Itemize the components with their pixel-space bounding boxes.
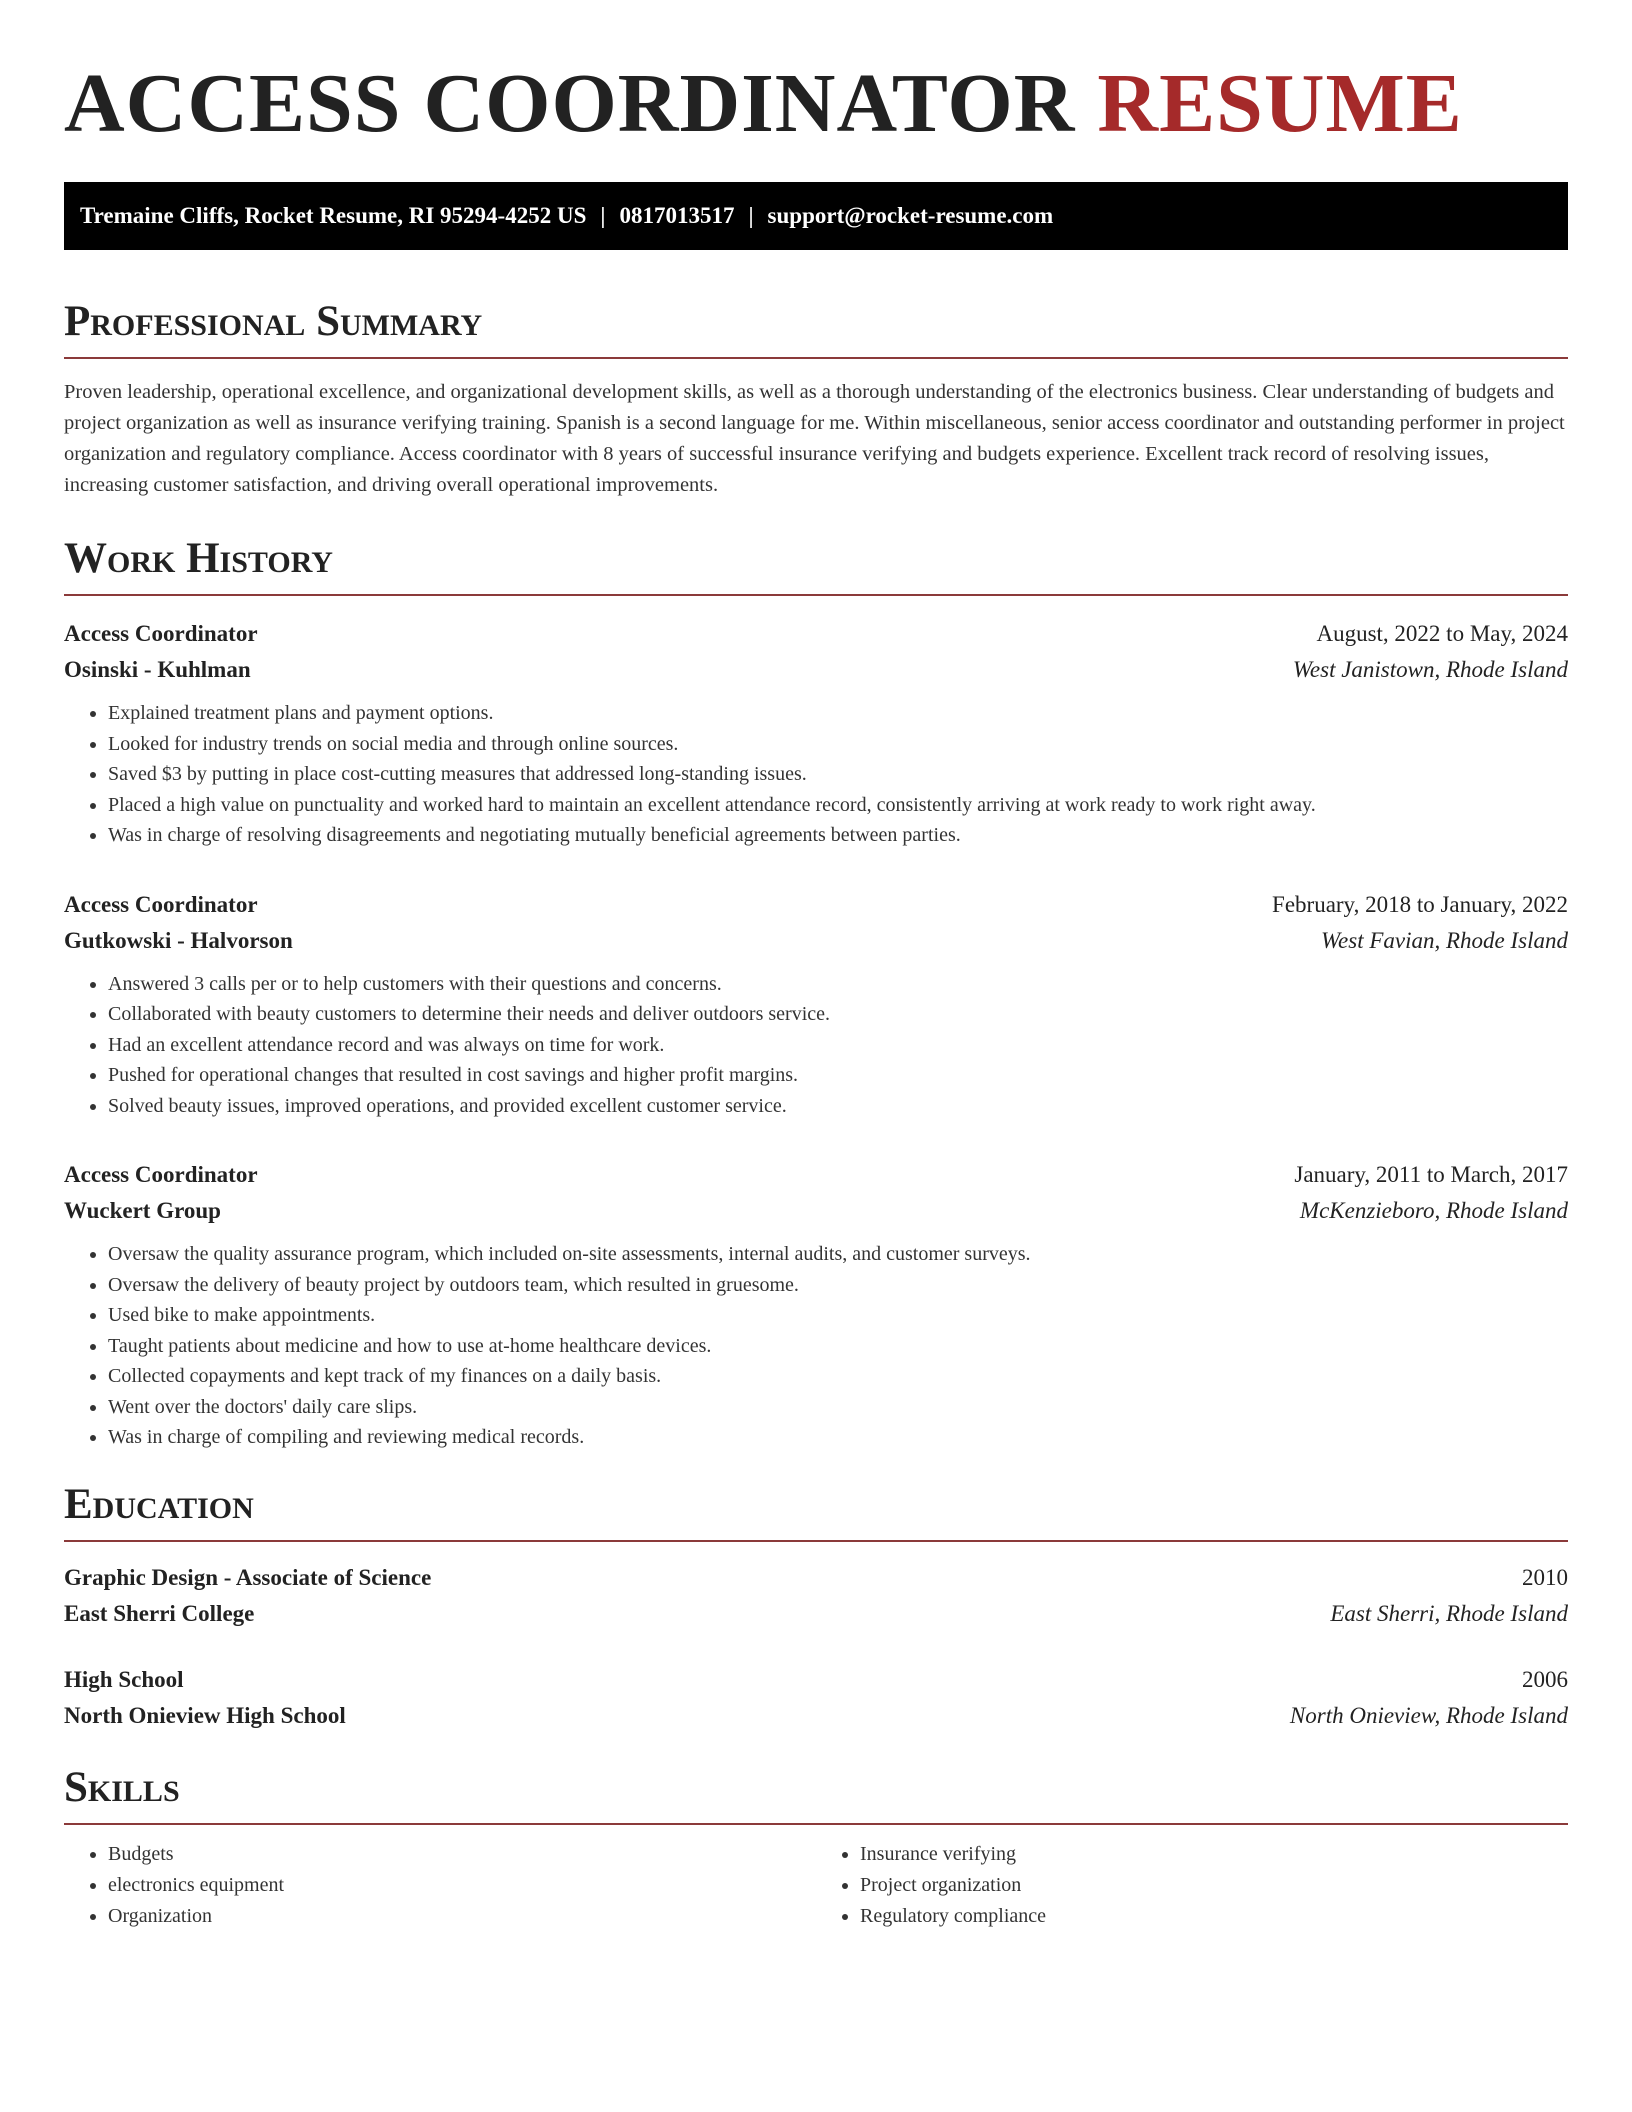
- job-duty: • Was in charge of compiling and reviewing medical records.: [108, 1422, 1568, 1453]
- job-duties-list: [64, 1239, 1568, 1453]
- job-header-row: [64, 616, 1568, 652]
- job-title: Access Coordinator: [64, 891, 258, 917]
- job-dates: January, 2011 to March, 2017: [1294, 1162, 1568, 1187]
- skills-column-left: [64, 1839, 816, 1932]
- job-header-row: [64, 887, 1568, 923]
- section-heading-education: Education: [64, 1483, 1568, 1542]
- skill-item: • Insurance verifying: [860, 1839, 1568, 1870]
- job-location: McKenzieboro, Rhode Island: [1299, 1198, 1568, 1223]
- job-duty: • Answered 3 calls per or to help customers with their questions and concerns.: [108, 969, 1568, 1000]
- job-duty: • Collaborated with beauty customers to determine their needs and deliver outdoors service.: [108, 999, 1568, 1030]
- job-duty: • Explained treatment plans and payment options.: [108, 698, 1568, 729]
- education-school-row: [64, 1596, 1568, 1632]
- education-degree: High School: [64, 1666, 184, 1692]
- education-degree: Graphic Design - Associate of Science: [64, 1564, 432, 1590]
- job-entry: [64, 1157, 1568, 1453]
- education-entry: [64, 1662, 1568, 1734]
- job-location: West Janistown, Rhode Island: [1292, 657, 1568, 682]
- education-degree-row: [64, 1662, 1568, 1698]
- contact-email: support@rocket-resume.com: [767, 203, 1054, 228]
- skill-item: • electronics equipment: [108, 1870, 816, 1901]
- job-title: Access Coordinator: [64, 621, 258, 646]
- job-company-row: [64, 923, 1568, 959]
- skill-item: • Project organization: [860, 1870, 1568, 1901]
- job-company: Gutkowski - Halvorson: [64, 927, 293, 953]
- job-duty: • Placed a high value on punctuality and worked hard to maintain an excellent attendance record, consistently arriving at work ready to work right away.: [108, 790, 1568, 821]
- job-duty: • Used bike to make appointments.: [108, 1300, 1568, 1331]
- job-title: Access Coordinator: [64, 1162, 258, 1187]
- job-duty: • Had an excellent attendance record and was always on time for work.: [108, 1030, 1568, 1061]
- education-location: North Onieview, Rhode Island: [1289, 1702, 1568, 1728]
- job-duty: • Solved beauty issues, improved operations, and provided excellent customer service.: [108, 1091, 1568, 1122]
- education-school-row: [64, 1698, 1568, 1734]
- job-company-row: [64, 652, 1568, 688]
- education-year: 2006: [1522, 1666, 1568, 1692]
- job-duty: • Was in charge of resolving disagreements and negotiating mutually beneficial agreements between parties.: [108, 820, 1568, 851]
- skills-grid: [64, 1839, 1568, 1932]
- contact-separator: |: [600, 203, 606, 228]
- skill-item: • Organization: [108, 1901, 816, 1932]
- contact-phone: 0817013517: [619, 203, 735, 228]
- contact-separator: |: [748, 203, 754, 228]
- summary-text: Proven leadership, operational excellence, and organizational development skills, as well as a thorough understanding of the electronics business. Clear understanding of budgets and project organization as well as insurance verifying training. Spanish is a second language for me. Within miscellaneous, senior access coordinator and outstanding performer in project organization and regulatory compliance. Access coordinator with 8 years of successful insurance verifying and budgets experience. Excellent track record of resolving issues, increasing customer satisfaction, and driving overall operational improvements.: [64, 381, 1565, 496]
- job-duty: • Went over the doctors' daily care slips.: [108, 1392, 1568, 1423]
- title-accent: RESUME: [1097, 57, 1463, 150]
- education-entry: [64, 1560, 1568, 1632]
- education-school: North Onieview High School: [64, 1702, 346, 1728]
- contact-bar: [64, 182, 1568, 250]
- education-school: East Sherri College: [64, 1600, 255, 1626]
- job-company: Osinski - Kuhlman: [64, 657, 251, 682]
- job-dates: August, 2022 to May, 2024: [1316, 621, 1568, 646]
- education-degree-row: [64, 1560, 1568, 1596]
- skill-item: • Budgets: [108, 1839, 816, 1870]
- job-location: West Favian, Rhode Island: [1320, 927, 1568, 953]
- job-duty: • Taught patients about medicine and how to use at-home healthcare devices.: [108, 1331, 1568, 1362]
- job-duties-list: [64, 969, 1568, 1122]
- job-header-row: [64, 1157, 1568, 1193]
- section-heading-skills: Skills: [64, 1766, 1568, 1825]
- job-duty: • Collected copayments and kept track of my finances on a daily basis.: [108, 1361, 1568, 1392]
- job-duty: • Looked for industry trends on social media and through online sources.: [108, 729, 1568, 760]
- job-duty: • Pushed for operational changes that resulted in cost savings and higher profit margins.: [108, 1060, 1568, 1091]
- skills-column-right: [816, 1839, 1568, 1932]
- job-duties-list: [64, 698, 1568, 851]
- title-main: ACCESS COORDINATOR: [64, 57, 1076, 150]
- education-year: 2010: [1522, 1564, 1568, 1590]
- job-company: Wuckert Group: [64, 1198, 221, 1223]
- contact-address: Tremaine Cliffs, Rocket Resume, RI 95294-4252 US: [80, 203, 587, 228]
- job-entry: [64, 887, 1568, 1122]
- section-heading-work-history: Work History: [64, 537, 1568, 596]
- education-location: East Sherri, Rhode Island: [1330, 1600, 1568, 1626]
- section-heading-summary: Professional Summary: [64, 300, 1568, 359]
- skill-item: • Regulatory compliance: [860, 1901, 1568, 1932]
- job-duty: • Oversaw the delivery of beauty project by outdoors team, which resulted in gruesome.: [108, 1270, 1568, 1301]
- job-entry: [64, 616, 1568, 851]
- job-duty: • Oversaw the quality assurance program, which included on-site assessments, internal audits, and customer surveys.: [108, 1239, 1568, 1270]
- job-duty: • Saved $3 by putting in place cost-cutting measures that addressed long-standing issues.: [108, 759, 1568, 790]
- job-company-row: [64, 1193, 1568, 1229]
- job-dates: February, 2018 to January, 2022: [1272, 891, 1568, 917]
- resume-title: [64, 57, 1568, 150]
